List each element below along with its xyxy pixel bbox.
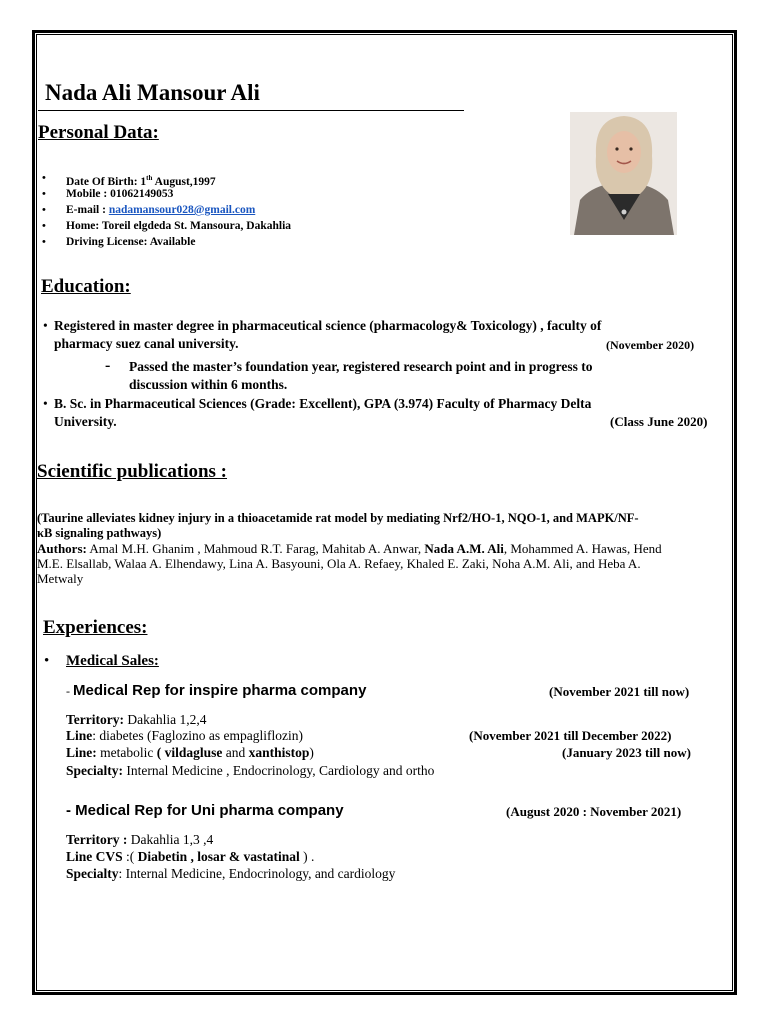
job-1-line-1: Line: diabetes (Faglozino as empagliflozin) — [66, 728, 303, 743]
list-item: • Home: Toreil elgdeda St. Mansoura, Dakahlia — [42, 218, 291, 234]
list-item: • Mobile : 01062149053 — [42, 186, 291, 202]
bullet-icon: • — [43, 396, 48, 411]
job-1-territory: Territory: Dakahlia 1,2,4 — [66, 712, 207, 727]
job-1-title: - Medical Rep for inspire pharma company — [66, 682, 367, 699]
job-2-title: - Medical Rep for Uni pharma company — [66, 802, 344, 819]
job-2-date: (August 2020 : November 2021) — [506, 804, 682, 819]
education-item-2-line-2: University. — [54, 414, 117, 429]
education-item-2-line-1: B. Sc. in Pharmaceutical Sciences (Grade: Excellent), GPA (3.974) Faculty of Pharmacy Delta — [54, 396, 592, 411]
bullet-icon: • — [43, 318, 48, 333]
education-item-1-line-2: pharmacy suez canal university. — [54, 336, 239, 351]
personal-data-list — [42, 170, 291, 250]
job-2-line: Line CVS :( Diabetin , losar & vastatinal ) . — [66, 849, 315, 864]
education-item-1-date: (November 2020) — [606, 338, 695, 352]
authors-line-3: Metwaly — [37, 571, 84, 586]
authors-line-2: M.E. Elsallab, Walaa A. Elhendawy, Lina A. Basyouni, Ola A. Refaey, Khaled E. Zaki, Noha A.M. Ali, and Heba A. — [37, 556, 641, 571]
profile-photo — [570, 112, 677, 235]
candidate-name: Nada Ali Mansour Ali — [45, 80, 260, 105]
education-sub-line-2: discussion within 6 months. — [129, 377, 288, 392]
job-1-date: (November 2021 till now) — [549, 684, 690, 699]
experience-category: Medical Sales: — [66, 653, 159, 669]
job-1-line-2: Line: metabolic ( vildagluse and xanthistop) — [66, 745, 314, 760]
publications-heading: Scientific publications : — [37, 461, 228, 482]
personal-data-heading: Personal Data: — [38, 122, 159, 143]
authors-line-1: Authors: Amal M.H. Ghanim , Mahmoud R.T. Farag, Mahitab A. Anwar, Nada A.M. Ali, Mohammed A. Hawas, Hend — [37, 541, 662, 556]
bullet-icon: • — [44, 653, 50, 669]
job-1-specialty: Specialty: Internal Medicine , Endocrinology, Cardiology and ortho — [66, 763, 435, 778]
job-2-specialty: Specialty: Internal Medicine, Endocrinology, and cardiology — [66, 866, 396, 881]
education-sub-line-1: Passed the master’s foundation year, registered research point and in progress to — [129, 359, 593, 374]
list-item: • E-mail : nadamansour028@gmail.com — [42, 202, 291, 218]
experiences-heading: Experiences: — [43, 617, 148, 638]
education-item-1-line-1: Registered in master degree in pharmaceutical science (pharmacology& Toxicology) , faculty of — [54, 318, 602, 333]
list-item: • Date Of Birth: 1th August,1997 — [42, 170, 291, 186]
job-1-line-1-date: (November 2021 till December 2022) — [469, 728, 672, 743]
name-underline — [38, 110, 464, 111]
paper-title-line-1: (Taurine alleviates kidney injury in a thioacetamide rat model by mediating Nrf2/HO-1, NQO-1, and MAPK/NF- — [37, 511, 639, 525]
job-1-line-2-date: (January 2023 till now) — [562, 745, 691, 760]
dash-icon: - — [105, 357, 111, 374]
paper-title-line-2: κB signaling pathways) — [37, 526, 162, 540]
education-heading: Education: — [41, 276, 131, 297]
education-item-2-date: (Class June 2020) — [610, 414, 708, 429]
job-2-territory: Territory : Dakahlia 1,3 ,4 — [66, 832, 214, 847]
list-item: • Driving License: Available — [42, 234, 291, 250]
email-link[interactable]: nadamansour028@gmail.com — [108, 204, 256, 216]
